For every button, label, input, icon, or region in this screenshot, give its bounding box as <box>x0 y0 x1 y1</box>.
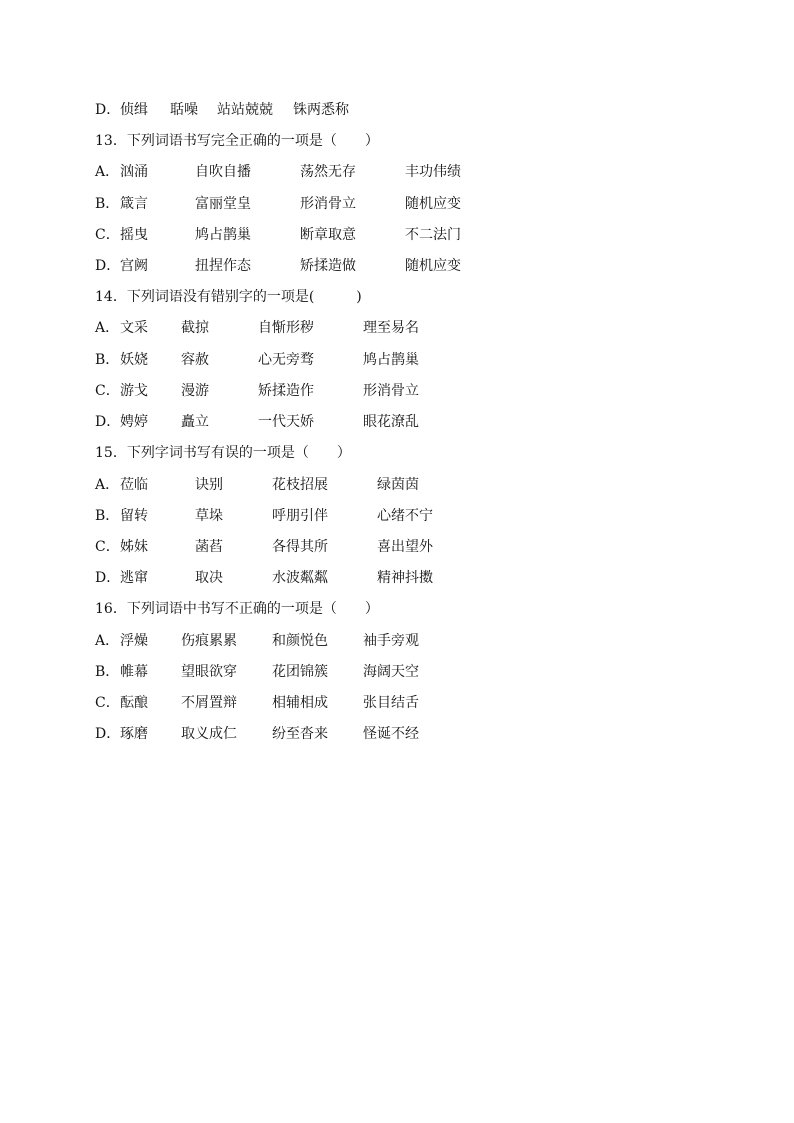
word: 鸠占鹊巢 <box>363 352 419 368</box>
word: 水波粼粼 <box>272 570 328 586</box>
word: 扭捏作态 <box>195 258 251 274</box>
word: 容赦 <box>181 352 209 368</box>
word: 鸠占鹊巢 <box>195 227 251 243</box>
option-label: D． <box>95 258 121 274</box>
word: 汹涌 <box>120 164 148 180</box>
word: 相辅相成 <box>272 695 328 711</box>
word: 留转 <box>120 508 148 524</box>
word: 和颜悦色 <box>272 633 328 649</box>
word: 箴言 <box>120 196 148 212</box>
word: 各得其所 <box>272 539 328 555</box>
word: 琢磨 <box>120 726 148 742</box>
option-label: A． <box>95 633 120 649</box>
word: 随机应变 <box>405 196 461 212</box>
word: 张目结舌 <box>363 695 419 711</box>
option-label: A． <box>95 164 120 180</box>
option-label: D． <box>95 570 121 586</box>
question-15: 15．下列字词书写有误的一项是（ ） <box>95 445 351 461</box>
word: 伤痕累累 <box>181 633 237 649</box>
option-label: C． <box>95 695 120 711</box>
word: 取义成仁 <box>181 726 237 742</box>
question-16: 16．下列词语中书写不正确的一项是（ ） <box>95 601 379 617</box>
word: 文采 <box>120 320 148 336</box>
word: 游戈 <box>120 383 148 399</box>
option-label: D． <box>95 414 121 430</box>
option-label: A． <box>95 320 120 336</box>
option-label: B． <box>95 196 120 212</box>
option-label: B． <box>95 508 120 524</box>
word: 眼花潦乱 <box>363 414 419 430</box>
word: 聒噪 <box>170 102 198 118</box>
word: 逃窜 <box>120 570 148 586</box>
word: 一代天娇 <box>258 414 314 430</box>
option-label: D． <box>95 726 121 742</box>
word: 心无旁骛 <box>258 352 314 368</box>
word: 袖手旁观 <box>363 633 419 649</box>
option-label: B． <box>95 664 120 680</box>
word: 侦缉 <box>120 102 148 118</box>
option-label: C． <box>95 383 120 399</box>
word: 站站兢兢 <box>217 102 273 118</box>
word: 酝酿 <box>120 695 148 711</box>
option-label: C． <box>95 539 120 555</box>
word: 姊妹 <box>120 539 148 555</box>
option-label: C． <box>95 227 120 243</box>
word: 断章取意 <box>300 227 356 243</box>
word: 莅临 <box>120 477 148 493</box>
word: 自惭形秽 <box>258 320 314 336</box>
word: 形消骨立 <box>363 383 419 399</box>
word: 娉婷 <box>120 414 148 430</box>
word: 绿茵茵 <box>377 477 419 493</box>
word: 荡然无存 <box>300 164 356 180</box>
word: 喜出望外 <box>377 539 433 555</box>
word: 不二法门 <box>405 227 461 243</box>
word: 妖娆 <box>120 352 148 368</box>
word: 帷幕 <box>120 664 148 680</box>
word: 心绪不宁 <box>377 508 433 524</box>
word: 浮燥 <box>120 633 148 649</box>
word: 海阔天空 <box>363 664 419 680</box>
word: 纷至沓来 <box>272 726 328 742</box>
word: 漫游 <box>181 383 209 399</box>
word: 花枝招展 <box>272 477 328 493</box>
word: 精神抖擞 <box>377 570 433 586</box>
word: 取决 <box>195 570 223 586</box>
word: 矫揉造作 <box>258 383 314 399</box>
option-label: B． <box>95 352 120 368</box>
question-14: 14．下列词语没有错别字的一项是( ) <box>95 289 362 305</box>
word: 诀别 <box>195 477 223 493</box>
word: 矫揉造做 <box>300 258 356 274</box>
word: 摇曳 <box>120 227 148 243</box>
word: 望眼欲穿 <box>181 664 237 680</box>
word: 丰功伟绩 <box>405 164 461 180</box>
word: 铢两悉称 <box>293 102 349 118</box>
word: 自吹自播 <box>195 164 251 180</box>
option-label: D． <box>95 102 121 118</box>
word: 随机应变 <box>405 258 461 274</box>
word: 呼朋引伴 <box>272 508 328 524</box>
word: 不屑置辩 <box>181 695 237 711</box>
word: 形消骨立 <box>300 196 356 212</box>
word: 菡萏 <box>195 539 223 555</box>
word: 截掠 <box>181 320 209 336</box>
word: 富丽堂皇 <box>195 196 251 212</box>
word: 矗立 <box>181 414 209 430</box>
word: 理至易名 <box>363 320 419 336</box>
question-13: 13．下列词语书写完全正确的一项是（ ） <box>95 133 379 149</box>
word: 草垛 <box>195 508 223 524</box>
word: 宫阙 <box>120 258 148 274</box>
word: 花团锦簇 <box>272 664 328 680</box>
word: 怪诞不经 <box>363 726 419 742</box>
option-label: A． <box>95 477 120 493</box>
